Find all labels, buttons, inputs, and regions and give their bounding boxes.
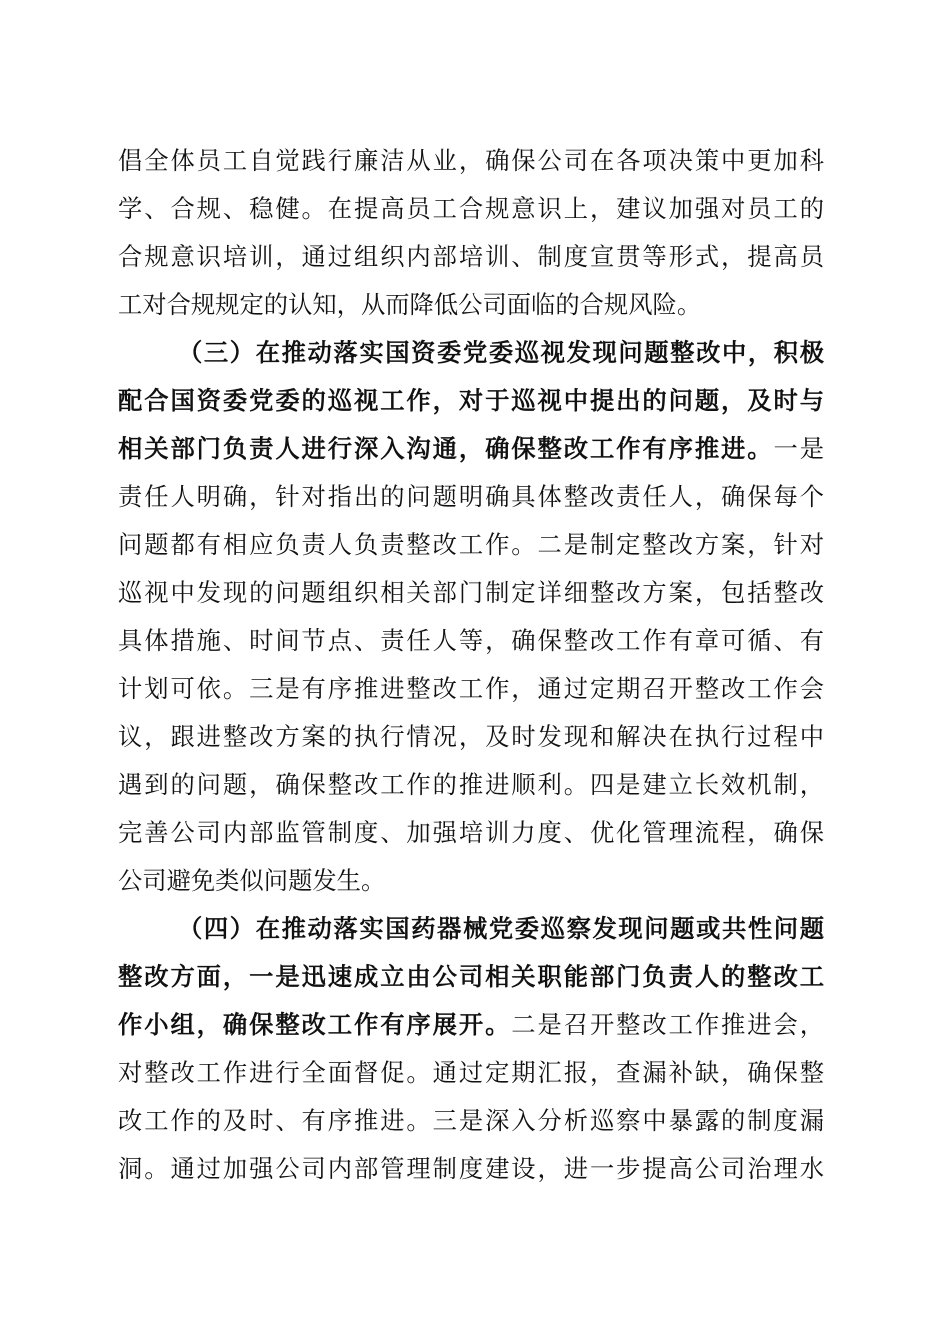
paragraph-3-normal-segment: 二是召开整改工作推进会， (511, 1010, 824, 1039)
paragraph-1-line-4: 工对合规规定的认知，从而降低公司面临的合规风险。 (118, 290, 702, 319)
paragraph-3-heading-line-1: （四）在推动落实国药器械党委巡察发现问题或共性问题 (178, 914, 824, 943)
paragraph-3-bold-segment: 作小组，确保整改工作有序展开。 (118, 1010, 512, 1039)
paragraph-2-heading-line-2: 配合国资委党委的巡视工作，对于巡视中提出的问题，及时与 (118, 386, 824, 415)
paragraph-3-line-3: 洞。通过加强公司内部管理制度建设，进一步提高公司治理水 (118, 1154, 824, 1183)
paragraph-2-line-4: 具体措施、时间节点、责任人等，确保整改工作有章可循、有 (118, 626, 824, 655)
paragraph-3-line-1: 对整改工作进行全面督促。通过定期汇报，查漏补缺，确保整 (118, 1058, 824, 1087)
paragraph-2-line-3: 巡视中发现的问题组织相关部门制定详细整改方案，包括整改 (118, 578, 824, 607)
paragraph-2-line-2: 问题都有相应负责人负责整改工作。二是制定整改方案，针对 (118, 530, 824, 559)
paragraph-2-line-7: 遇到的问题，确保整改工作的推进顺利。四是建立长效机制， (118, 770, 824, 799)
paragraph-2-line-1: 责任人明确，针对指出的问题明确具体整改责任人，确保每个 (118, 482, 824, 511)
paragraph-1-line-2: 学、合规、稳健。在提高员工合规意识上，建议加强对员工的 (118, 194, 824, 223)
paragraph-2-bold-segment: 相关部门负责人进行深入沟通，确保整改工作有序推进。 (118, 434, 774, 463)
paragraph-3-heading-line-2: 整改方面，一是迅速成立由公司相关职能部门负责人的整改工 (118, 962, 824, 991)
paragraph-3-mixed-line (118, 1001, 824, 1049)
paragraph-2-line-6: 议，跟进整改方案的执行情况，及时发现和解决在执行过程中 (118, 722, 824, 751)
paragraph-2-heading-line-1: （三）在推动落实国资委党委巡视发现问题整改中，积极 (178, 338, 824, 367)
paragraph-3-line-2: 改工作的及时、有序推进。三是深入分析巡察中暴露的制度漏 (118, 1106, 824, 1135)
paragraph-2-normal-segment: 一是 (773, 434, 824, 463)
paragraph-2-line-9: 公司避免类似问题发生。 (118, 866, 386, 895)
paragraph-2-mixed-line (118, 425, 824, 473)
paragraph-2-line-5: 计划可依。三是有序推进整改工作，通过定期召开整改工作会 (118, 674, 824, 703)
paragraph-2-line-8: 完善公司内部监管制度、加强培训力度、优化管理流程，确保 (118, 818, 824, 847)
paragraph-1-line-1: 倡全体员工自觉践行廉洁从业，确保公司在各项决策中更加科 (118, 146, 824, 175)
paragraph-1-line-3: 合规意识培训，通过组织内部培训、制度宣贯等形式，提高员 (118, 242, 824, 271)
